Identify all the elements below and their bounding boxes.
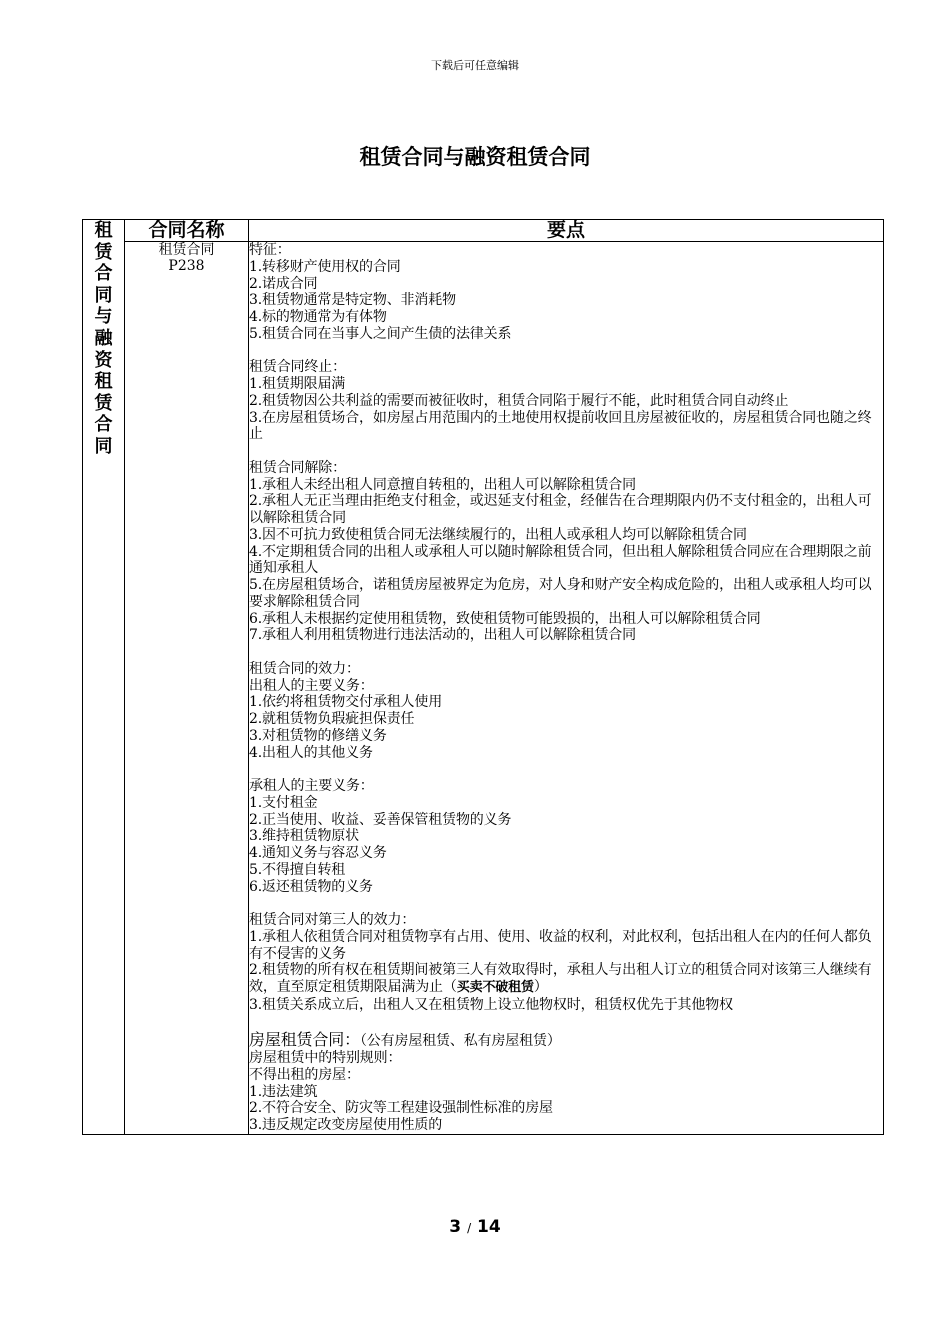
list-item: 2.承租人无正当理由拒绝支付租金，或迟延支付租金，经催告在合理期限内仍不支付租金的，出租人可以解除租赁合同	[249, 493, 872, 526]
side-category-label	[83, 220, 125, 1135]
contract-table	[82, 219, 884, 1135]
list-item: 1.违法建筑	[249, 1083, 318, 1100]
side-char: 合	[94, 414, 113, 436]
side-char: 租	[94, 371, 113, 393]
list-item: 3.在房屋租赁场合，如房屋占用范围内的土地使用权提前收回且房屋被征收的，房屋租赁合同也随之终止	[249, 409, 872, 443]
list-item: 2.正当使用、收益、妥善保管租赁物的义务	[249, 811, 512, 828]
list-item: 6.返还租赁物的义务	[249, 878, 373, 895]
list-item: 6.承租人未根据约定使用租赁物，致使租赁物可能毁损的，出租人可以解除租赁合同	[249, 610, 761, 627]
document-title: 租赁合同与融资租赁合同	[359, 145, 591, 169]
house-lease-note: （公有房屋租赁、私有房屋租赁）	[359, 1033, 561, 1050]
list-item: 3.违反规定改变房屋使用性质的	[249, 1117, 443, 1133]
list-item: 3.租赁物通常是特定物、非消耗物	[249, 292, 456, 309]
list-item	[249, 962, 883, 997]
section-heading: 租赁合同终止：	[249, 359, 346, 376]
subsection-heading: 承租人的主要义务：	[249, 778, 374, 794]
list-item: 5.在房屋租赁场合，诺租赁房屋被界定为危房，对人身和财产安全构成危险的，出租人或承租人均可以要求解除租赁合同	[249, 577, 872, 610]
side-char: 与	[94, 306, 113, 328]
side-char: 资	[94, 349, 113, 371]
subsection-heading: 出租人的主要义务：	[249, 677, 374, 694]
list-item: 1.支付租金	[249, 794, 318, 811]
section-heading: 租赁合同的效力：	[249, 660, 360, 677]
header-key-points: 要点	[249, 220, 884, 242]
house-lease-title: 房屋租赁合同：	[249, 1030, 360, 1050]
list-item: 5.不得擅自转租	[249, 861, 346, 878]
list-item: 2.租赁物因公共利益的需要而被征收时，租赁合同陷于履行不能，此时租赁合同自动终止	[249, 392, 789, 409]
section-heading: 租赁合同解除：	[249, 459, 346, 476]
side-char: 融	[94, 327, 113, 349]
side-char: 租	[94, 220, 113, 241]
list-item: 4.出租人的其他义务	[249, 744, 373, 761]
side-char: 赁	[94, 392, 113, 414]
page-total: 14	[477, 1217, 501, 1237]
key-points-cell	[249, 242, 884, 1135]
side-char: 合	[94, 263, 113, 285]
text-run: 2.租赁物的所有权在租赁期间被第三人有效取得时，承租人与出租人订立的租赁合同对该第三人继续有效，直至原定租赁期限届满为止（	[249, 962, 872, 995]
list-item: 1.租赁期限届满	[249, 376, 346, 392]
table-header-row	[83, 220, 884, 242]
header-contract-name: 合同名称	[125, 220, 249, 242]
top-note: 下载后可任意编辑	[431, 59, 519, 72]
list-item: 4.标的物通常为有体物	[249, 309, 387, 325]
contract-name: 租赁合同	[158, 242, 215, 258]
list-item: 3.对租赁物的修缮义务	[249, 727, 387, 744]
subsection-heading: 房屋租赁中的特别规则：	[249, 1050, 402, 1066]
list-item: 5.租赁合同在当事人之间产生债的法律关系	[249, 325, 512, 342]
list-item: 1.依约将租赁物交付承租人使用	[249, 694, 443, 711]
page-separator: /	[467, 1221, 472, 1235]
list-item: 2.就租赁物负瑕疵担保责任	[249, 711, 415, 727]
side-char: 赁	[94, 241, 113, 263]
page-indicator	[0, 1217, 950, 1237]
list-item: 1.承租人依租赁合同对租赁物享有占用、使用、收益的权利，对此权利，包括出租人在内的任何人都负有不侵害的义务	[249, 928, 872, 962]
list-item: 3.租赁关系成立后，出租人又在租赁物上设立他物权时，租赁权优先于其他物权	[249, 996, 733, 1013]
text-run: ）	[533, 979, 548, 995]
list-item: 4.通知义务与容忍义务	[249, 845, 387, 861]
list-item: 1.转移财产使用权的合同	[249, 258, 401, 275]
list-item: 2.不符合安全、防灾等工程建设强制性标准的房屋	[249, 1100, 553, 1117]
side-char: 同	[94, 435, 113, 457]
contract-page-ref: P238	[168, 258, 205, 274]
table-row	[83, 242, 884, 1135]
list-item: 3.因不可抗力致使租赁合同无法继续履行的，出租人或承租人均可以解除租赁合同	[249, 526, 747, 543]
list-item: 4.不定期租赁合同的出租人或承租人可以随时解除租赁合同，但出租人解除租赁合同应在合理期限之前通知承租人	[249, 543, 872, 577]
subsection-heading: 不得出租的房屋：	[249, 1066, 360, 1083]
list-item: 1.承租人未经出租人同意擅自转租的，出租人可以解除租赁合同	[249, 476, 637, 493]
section-heading: 特征：	[249, 242, 291, 258]
side-char: 同	[94, 284, 113, 306]
contract-name-cell	[125, 242, 249, 1135]
list-item: 3.维持租赁物原状	[249, 828, 360, 845]
emphasis-text: 买卖不破租赁	[456, 980, 534, 995]
list-item: 7.承租人利用租赁物进行违法活动的，出租人可以解除租赁合同	[249, 627, 637, 644]
section-heading: 租赁合同对第三人的效力：	[249, 912, 416, 928]
list-item: 2.诺成合同	[249, 275, 318, 292]
page-current: 3	[449, 1217, 462, 1237]
section-heading	[249, 1032, 883, 1050]
